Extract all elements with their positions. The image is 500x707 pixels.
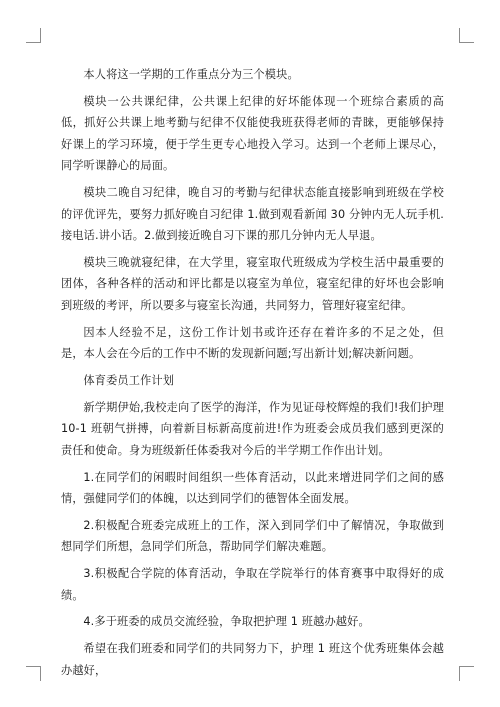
paragraph-module-2: 模块二晚自习纪律，晚自习的考勤与纪律状态能直接影响到班级在学校的评优评先，要努力抓好晚自习纪律 1.做到观看新闻 30 分钟内无人玩手机.接电话.讲小话。2.做到接近晚自习下课的那几分钟内无人早退。: [61, 186, 444, 243]
crop-mark-top-right: [459, 28, 474, 43]
paragraph-item-3: 3.积极配合学院的体育活动，争取在学院举行的体育赛事中取得好的成绩。: [61, 567, 444, 602]
paragraph-module-3: 模块三晚就寝纪律，在大学里，寝室取代班级成为学校生活中最重要的团体，各种各样的活动和评比都是以寝室为单位，寝室纪律的好坏也会影响到班级的考评，所以要多与寝室长沟通，共同努力，管理好寝室纪律。: [61, 255, 444, 312]
crop-mark-top-left: [26, 28, 41, 43]
paragraph-item-2: 2.积极配合班委完成班上的工作，深入到同学们中了解情况，争取做到想同学们所想，急同学们所急，帮助同学们解决难题。: [61, 518, 444, 554]
document-body: [61, 64, 444, 687]
paragraph-module-1: 模块一公共课纪律，公共课上纪律的好坏能体现一个班综合素质的高低，抓好公共课上地考勤与纪律不仅能使我班获得老师的青睐，更能够保持好课上的学习环境，便于学生更专心地投入学习。达到一个老师上课尽心，同学听课静心的局面。: [61, 94, 444, 173]
paragraph-intro: 本人将这一学期的工作重点分为三个模块。: [83, 68, 299, 81]
section-heading: 体育委员工作计划: [83, 373, 175, 387]
paragraph-closing: 因本人经验不足，这份工作计划书或许还存在着许多的不足之处，但是，本人会在今后的工作中不断的发现新问题;写出新计划;解决新问题。: [61, 325, 444, 361]
crop-mark-bottom-right: [459, 666, 474, 681]
paragraph-item-1: 1.在同学们的闲暇时间组织一些体育活动，以此来增进同学们之间的感情，强健同学们的体魄，以达到同学们的德智体全面发展。: [61, 470, 444, 506]
crop-mark-bottom-left: [26, 666, 41, 681]
paragraph-hope: 希望在我们班委和同学们的共同努力下，护理 1 班这个优秀班集体会越办越好，: [61, 642, 444, 677]
paragraph-sports-intro: 新学期伊始,我校走向了医学的海洋，作为见证母校辉煌的我们!我们护理 10-1 班朝气拼搏，向着新目标新高度前进!作为班委会成员我们感到更深的责任和使命。身为班级新任体委我对今后的半学期工作作出计划。: [61, 400, 444, 457]
paragraph-item-4: 4.多于班委的成员交流经验，争取把护理 1 班越办越好。: [83, 615, 370, 629]
